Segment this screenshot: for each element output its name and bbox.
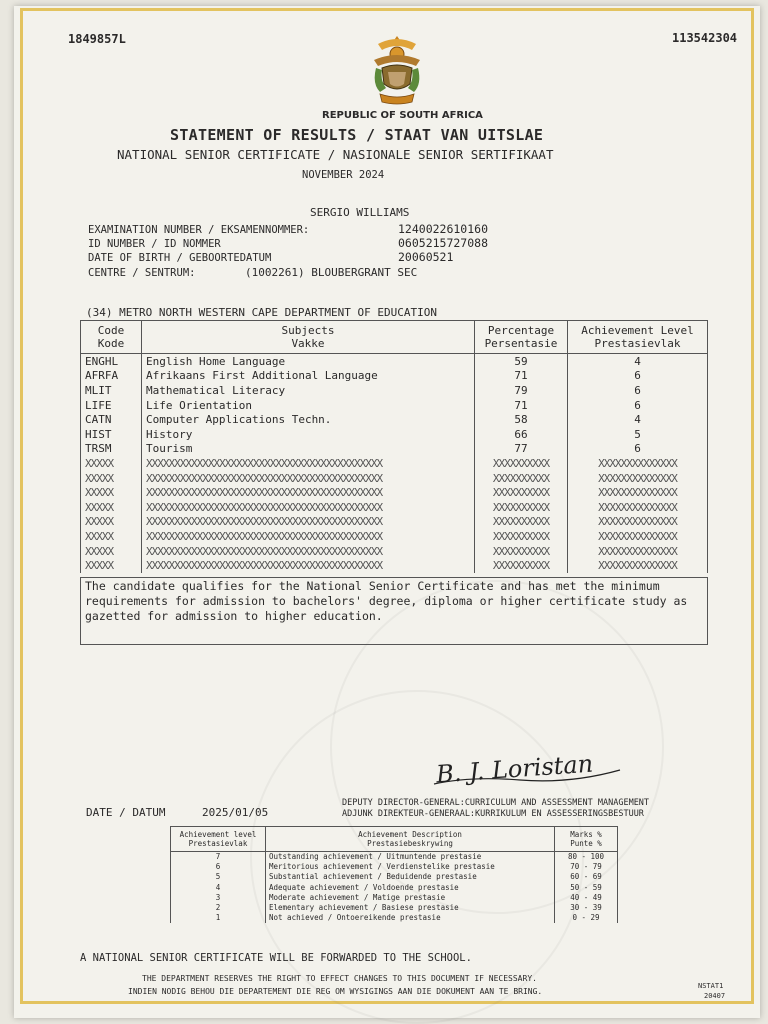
filler-row: XXXXX XXXXXXXXXXXXXXXXXXXXXXXXXXXXXXXXXXXXXXXXXX XXXXXXXXXX XXXXXXXXXXXXXX <box>81 485 708 500</box>
dob-label: DATE OF BIRTH / GEBOORTEDATUM <box>88 252 272 264</box>
level-row: 2 Elementary achievement / Basiese prestasie 30 - 39 <box>171 903 618 913</box>
exam-period: NOVEMBER 2024 <box>302 169 385 181</box>
level-row: 5 Substantial achievement / Beduidende prestasie 60 - 69 <box>171 872 618 882</box>
table-row: MLIT Mathematical Literacy 79 6 <box>81 383 708 398</box>
coat-of-arms-icon <box>366 34 428 108</box>
id-number-value: 0605215727088 <box>398 236 489 250</box>
signatory-title-en: DEPUTY DIRECTOR-GENERAL:CURRICULUM AND ASSESSMENT MANAGEMENT <box>342 798 650 808</box>
serial-right: 113542304 <box>672 31 738 45</box>
achievement-levels-table <box>170 826 618 923</box>
filler-row: XXXXX XXXXXXXXXXXXXXXXXXXXXXXXXXXXXXXXXXXXXXXXXX XXXXXXXXXX XXXXXXXXXXXXXX <box>81 558 708 573</box>
exam-number-label: EXAMINATION NUMBER / EKSAMENNOMMER: <box>88 224 310 236</box>
filler-row: XXXXX XXXXXXXXXXXXXXXXXXXXXXXXXXXXXXXXXXXXXXXXXX XXXXXXXXXX XXXXXXXXXXXXXX <box>81 456 708 471</box>
header-subjects: Subjects Vakke <box>142 321 475 354</box>
level-row: 1 Not achieved / Ontoereikende prestasie 0 - 29 <box>171 913 618 923</box>
levels-header-description: Achievement Description Prestasiebeskrywing <box>266 827 555 852</box>
form-number: 20407 <box>704 992 726 1000</box>
table-row: HIST History 66 5 <box>81 427 708 442</box>
department-name: (34) METRO NORTH WESTERN CAPE DEPARTMENT OF EDUCATION <box>86 306 437 319</box>
document-subtitle: NATIONAL SENIOR CERTIFICATE / NASIONALE SENIOR SERTIFIKAAT <box>117 147 554 162</box>
header-percentage: Percentage Persentasie <box>475 321 568 354</box>
qualification-note: The candidate qualifies for the National Senior Certificate and has met the minimum requirements for admission to bachelors' degree, diploma or higher certificate study as gazetted for admission to higher education. <box>80 577 708 645</box>
results-table <box>80 320 708 573</box>
date-value: 2025/01/05 <box>202 806 269 819</box>
candidate-name: SERGIO WILLIAMS <box>310 206 410 219</box>
disclaimer-en: THE DEPARTMENT RESERVES THE RIGHT TO EFFECT CHANGES TO THIS DOCUMENT IF NECESSARY. <box>142 974 537 983</box>
country-heading: REPUBLIC OF SOUTH AFRICA <box>322 110 483 121</box>
signature-flourish <box>430 762 630 792</box>
levels-header-marks: Marks % Punte % <box>555 827 618 852</box>
header-level: Achievement Level Prestasievlak <box>568 321 708 354</box>
levels-header-level: Achievement level Prestasievlak <box>171 827 266 852</box>
signature: B. J. Loristan <box>435 749 594 789</box>
filler-row: XXXXX XXXXXXXXXXXXXXXXXXXXXXXXXXXXXXXXXXXXXXXXXX XXXXXXXXXX XXXXXXXXXXXXXX <box>81 544 708 559</box>
level-row: 3 Moderate achievement / Matige prestasie 40 - 49 <box>171 893 618 903</box>
filler-row: XXXXX XXXXXXXXXXXXXXXXXXXXXXXXXXXXXXXXXXXXXXXXXX XXXXXXXXXX XXXXXXXXXXXXXX <box>81 471 708 486</box>
id-number-label: ID NUMBER / ID NOMMER <box>88 238 221 250</box>
filler-row: XXXXX XXXXXXXXXXXXXXXXXXXXXXXXXXXXXXXXXXXXXXXXXX XXXXXXXXXX XXXXXXXXXXXXXX <box>81 529 708 544</box>
level-row: 7 Outstanding achievement / Uitmuntende prestasie 80 - 100 <box>171 852 618 863</box>
level-row: 4 Adequate achievement / Voldoende prestasie 50 - 59 <box>171 883 618 893</box>
level-row: 6 Meritorious achievement / Verdienstelike prestasie 70 - 79 <box>171 862 618 872</box>
date-label: DATE / DATUM <box>86 806 166 819</box>
filler-row: XXXXX XXXXXXXXXXXXXXXXXXXXXXXXXXXXXXXXXXXXXXXXXX XXXXXXXXXX XXXXXXXXXXXXXX <box>81 515 708 530</box>
table-row: LIFE Life Orientation 71 6 <box>81 398 708 413</box>
serial-left: 1849857L <box>68 32 126 46</box>
centre-label: CENTRE / SENTRUM: <box>88 267 196 279</box>
document-title: STATEMENT OF RESULTS / STAAT VAN UITSLAE <box>170 126 544 144</box>
dob-value: 20060521 <box>398 250 454 264</box>
table-row: TRSM Tourism 77 6 <box>81 442 708 457</box>
signatory-title-af: ADJUNK DIREKTEUR-GENERAAL:KURRIKULUM EN ASSESSERINGSBESTUUR <box>342 809 644 819</box>
forward-note: A NATIONAL SENIOR CERTIFICATE WILL BE FORWARDED TO THE SCHOOL. <box>80 952 472 964</box>
centre-value: (1002261) BLOUBERGRANT SEC <box>245 266 418 279</box>
filler-row: XXXXX XXXXXXXXXXXXXXXXXXXXXXXXXXXXXXXXXXXXXXXXXX XXXXXXXXXX XXXXXXXXXXXXXX <box>81 500 708 515</box>
form-code: NSTAT1 <box>698 982 724 990</box>
exam-number-value: 1240022610160 <box>398 222 489 236</box>
disclaimer-af: INDIEN NODIG BEHOU DIE DEPARTEMENT DIE REG OM WYSIGINGS AAN DIE DOKUMENT AAN TE BRING. <box>128 987 543 996</box>
table-row: AFRFA Afrikaans First Additional Language 71 6 <box>81 369 708 384</box>
table-row: CATN Computer Applications Techn. 58 4 <box>81 412 708 427</box>
table-row: ENGHL English Home Language 59 4 <box>81 354 708 369</box>
header-code: Code Kode <box>81 321 142 354</box>
